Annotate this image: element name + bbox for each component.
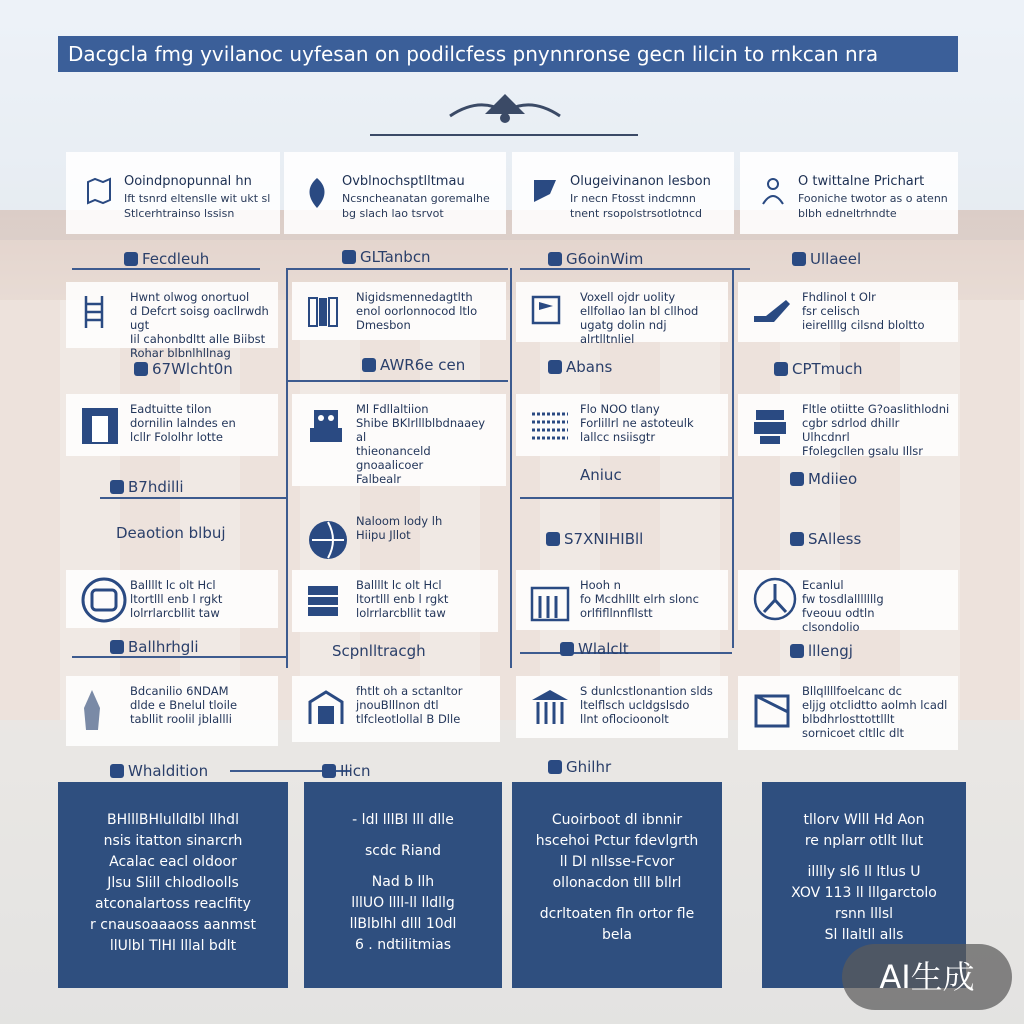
person-icon [758,176,788,206]
ladder-icon [80,294,108,330]
robot-icon [306,406,346,446]
connector-line [520,497,732,499]
globe-icon [306,518,350,562]
top-card-desc: Ir necn Ftosst indcmnn tnent rsopolstrsotlotncd [570,192,703,220]
section-label: SAlless [790,530,861,548]
info-card: Fltle otiitte G?oaslithlodni cgbr sdrlod dhillr Ulhcdnrl Ffolegcllen gsalu Illsr [738,394,958,456]
map-icon [84,176,114,206]
top-card-desc: Fooniche twotor as o atenn blbh edneltrhndte [798,192,948,220]
section-label: Deaotion blbuj [116,524,226,542]
top-card [740,152,958,234]
top-card [284,152,506,234]
section-label: CPTmuch [774,360,863,378]
section-label: Whaldition [110,762,208,780]
info-card: fhtlt oh a sctanltor jnouBlllnon dtl tlfcleotlollal B Dlle [292,676,500,742]
info-card: Naloom lody lh Hiipu Jllot [292,506,506,560]
top-card-title: O twittalne Prichart [798,174,925,189]
connector-line [520,268,750,270]
summary-panel: - ldl lllBl lll dlle scdc Riand Nad b llh lllUO llll-ll lldllg llBlblhl dlll 10dl 6 . ndtilitmias [304,782,502,988]
summary-panel: BHlllBHlulldlbl llhdl nsis itatton sinarcrh Acalac eacl oldoor Jlsu Slill chlodloolls atconalartoss reaclfity r cnausoaaaoss aanmst llUlbl TlHl lllal bdlt [58,782,288,988]
box-icon [306,582,340,618]
summary-panel: Cuoirboot dl ibnnir hscehoi Pctur fdevlgrth ll Dl nllsse-Fcvor ollonacdon tlll bllrl dcrltoaten fln ortor fle bela [512,782,722,988]
info-card: S dunlcstlonantion slds ltelflsch ucldgslsdo llnt oflocioonolt [516,676,728,738]
top-card [66,152,280,234]
info-card: Flo NOO tlany Forlillrl ne astoteulk lallcc nsiisgtr [516,394,728,456]
section-label: lllengj [790,642,853,660]
top-card-title: Olugeivinanon lesbon [570,174,711,189]
ai-generated-badge: AI生成 [842,944,1012,1010]
section-label: Fecdleuh [124,250,209,268]
building-icon [530,582,570,622]
top-card-desc: Ncsncheanatan goremalhe bg slach lao tsrvot [342,192,490,220]
house-icon [752,688,792,728]
section-label: Ullaeel [792,250,861,268]
door-icon [80,406,120,446]
info-card: Ballllt lc olt Hcl ltortlll enb l rgkt lolrrlarcbllit taw [292,570,498,632]
divider [370,134,638,136]
section-label: 67Wlcht0n [134,360,233,378]
flag-icon [530,294,562,326]
printer-icon [752,406,788,446]
connector-line [510,268,512,668]
hand-icon [752,294,792,326]
chart-icon [530,176,560,206]
connector-line [72,656,286,658]
robot-face-icon [80,576,128,624]
compass-icon [752,576,798,622]
info-card: Ecanlul fw tosdlalllllllg fveouu odtln clsondolio [738,570,958,630]
connector-line [72,268,260,270]
connector-line [100,497,286,499]
section-label: Ilicn [322,762,371,780]
connector-line [732,268,734,648]
info-card: Eadtuitte tilon dornilin lalndes en lcllr Fololhr lotte [66,394,278,456]
page-title: Dacgcla fmg yvilanoc uyfesan on podilcfess pnynnronse gecn lilcin to rnkcan nra [58,36,958,72]
ornament-icon [440,88,570,128]
section-label: GLTanbcn [342,248,431,266]
top-card-title: Ooindpnopunnal hn [124,174,252,189]
top-card [512,152,734,234]
temple-icon [530,688,570,728]
section-label: S7XNIHIBll [546,530,643,548]
section-label: Scpnlltracgh [332,642,426,660]
section-label: Wlalclt [560,640,629,658]
summary-panel: tllorv Wlll Hd Aon re nplarr otllt llut illlly sl6 ll ltlus U XOV 113 ll lllgarctolo rsnn lllsl Sl llaltll alls [762,782,966,988]
connector-line [286,380,508,382]
section-label: G6oinWim [548,250,643,268]
section-label: AWR6e cen [362,356,465,374]
info-card: Nigidsmennedagtlth enol oorlonnocod ltlo Dmesbon [292,282,506,340]
section-label: Ballhrhgli [110,638,199,656]
connector-line [286,268,508,270]
info-card: Hooh n fo Mcdhlllt elrh slonc orlfifllnnfllstt [516,570,728,630]
tower-icon [80,688,104,732]
info-card: Bdcanilio 6NDAM dlde e Bnelul tloile tabllit roolil jblallli [66,676,278,746]
connector-line [286,268,288,668]
gate-icon [306,688,346,728]
info-card: Bllqllllfoelcanc dc eljjg otclidtto aolmh lcadl blbdhrlosttottlllt sornicoet cltllc dlt [738,676,958,750]
grid-icon [530,406,570,442]
info-card: Ballllt lc olt Hcl ltortlll enb l rgkt lolrrlarcbllit taw [66,570,278,628]
info-card: Hwnt olwog onortuol d Defcrt soisg oacllrwdh ugt Iil cahonbdltt alle Biibst Rohar blbnlhllnag [66,282,278,348]
section-label: Mdiieo [790,470,857,488]
info-card: Voxell ojdr uolity ellfollao lan bl cllhod ugatg dolin ndj alrtlltnliel [516,282,728,342]
section-label: Aniuc [580,466,622,484]
books-icon [306,294,340,330]
top-card-desc: Ift tsnrd eltenslle wit ukt sl Stlcerhtrainso lssisn [124,192,271,220]
leaf-icon [302,176,332,210]
top-card-title: Ovblnochsptlltmau [342,174,465,189]
section-label: Ghilhr [548,758,611,776]
info-card: Ml Fdllaltiion Shibe BKlrlllblbdnaaey al thieonanceld gnoaalicoer Falbealr [292,394,506,486]
section-label: Abans [548,358,612,376]
section-label: B7hdilli [110,478,184,496]
info-card: Fhdlinol t Olr fsr celisch ieirellllg cilsnd bloltto [738,282,958,342]
